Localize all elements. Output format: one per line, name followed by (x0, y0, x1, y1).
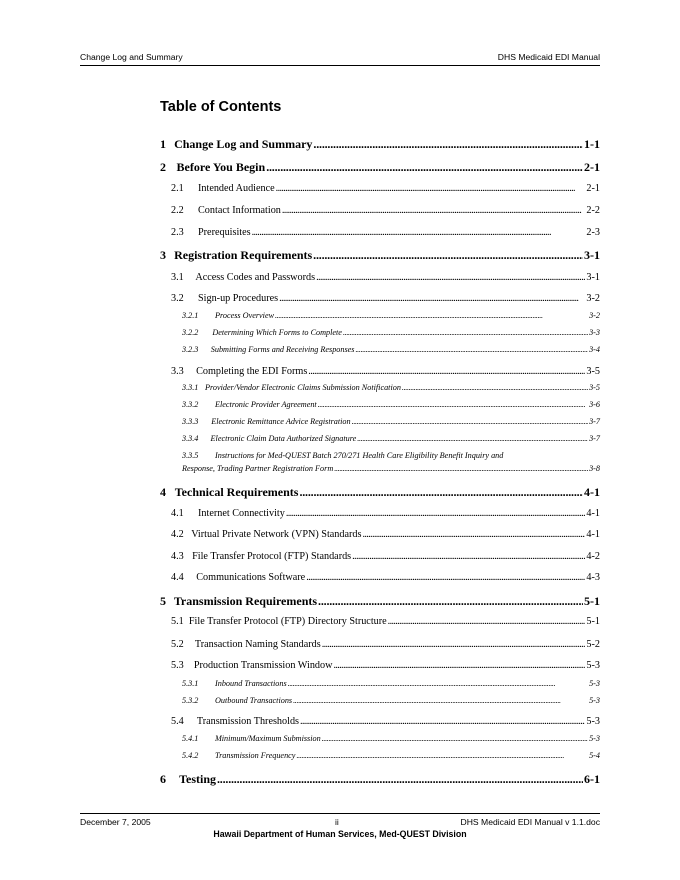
toc-entry-number: 2.3 (171, 227, 184, 238)
toc-entry-text: Electronic Claim Data Authorized Signature (210, 434, 357, 443)
toc-entry-number: 2.1 (171, 183, 184, 194)
dot-leader (286, 508, 586, 519)
toc-entry-number: 3.2.1 (182, 311, 199, 320)
dot-leader (313, 248, 583, 263)
dot-leader (296, 751, 588, 760)
toc-entry-page: 3-4 (589, 345, 600, 354)
dot-leader (252, 227, 586, 238)
dot-leader (343, 328, 588, 337)
toc-entry-number: 1 (160, 137, 166, 151)
toc-entry[interactable] (160, 137, 600, 152)
toc-entry-page: 3-2 (586, 293, 600, 304)
toc-entry-page: 1-1 (584, 137, 600, 151)
toc-entry-number: 5.4 (171, 716, 184, 727)
footer-document-name: DHS Medicaid EDI Manual v 1.1.doc (460, 817, 600, 827)
toc-entry-text: Virtual Private Network (VPN) Standards (191, 529, 362, 540)
toc-entry-number: 3.3.3 (182, 417, 199, 426)
dot-leader (276, 183, 586, 194)
toc-entry[interactable] (182, 464, 600, 473)
toc-entry-text: Completing the EDI Forms (196, 366, 308, 377)
header-section-title: Change Log and Summary (80, 52, 183, 62)
toc-entry-text: Testing (179, 772, 216, 786)
dot-leader (355, 345, 588, 354)
toc-entry-page: 3-2 (589, 311, 600, 320)
toc-entry-text: Technical Requirements (174, 485, 299, 499)
dot-leader (306, 572, 585, 583)
toc-entry[interactable] (171, 639, 600, 650)
toc-entry-text-continued: Response, Trading Partner Registration Form (182, 464, 334, 473)
toc-entry-page: 4-3 (586, 572, 600, 583)
toc-entry-line[interactable] (182, 451, 600, 460)
dot-leader (316, 272, 585, 283)
toc-entry-number: 5.3.1 (182, 679, 199, 688)
toc-entry-page: 2-1 (586, 183, 600, 194)
toc-entry-text: Intended Audience (198, 183, 275, 194)
dot-leader (352, 417, 588, 426)
dot-leader (357, 434, 588, 443)
toc-entry[interactable] (182, 679, 600, 688)
toc-entry-number: 3.3.5 (182, 451, 199, 460)
dot-leader (217, 772, 583, 787)
toc-entry[interactable] (160, 160, 600, 175)
dot-leader (300, 716, 585, 727)
toc-entry-page: 5-3 (586, 660, 600, 671)
toc-entry-page: 3-3 (589, 328, 600, 337)
dot-leader (322, 734, 588, 743)
toc-entry-number: 2 (160, 160, 166, 174)
toc-entry[interactable] (171, 572, 600, 583)
toc-entry-text: Determining Which Forms to Complete (212, 328, 342, 337)
toc-entry-text: Registration Requirements (174, 248, 313, 262)
toc-entry-number: 3.3.4 (182, 434, 199, 443)
toc-entry-number: 5.3 (171, 660, 184, 671)
toc-entry[interactable] (160, 485, 600, 500)
toc-entry-page: 2-1 (584, 160, 600, 174)
toc-entry[interactable] (182, 434, 600, 443)
dot-leader (275, 311, 588, 320)
toc-entry-text: Change Log and Summary (174, 137, 313, 151)
dot-leader (402, 383, 588, 392)
toc-entry-number: 3.3.1 (182, 383, 199, 392)
toc-entry-number: 5.1 (171, 616, 184, 627)
toc-entry-page: 2-2 (586, 205, 600, 216)
toc-entry-text: Electronic Remittance Advice Registration (211, 417, 351, 426)
toc-entry[interactable] (171, 716, 600, 727)
toc-entry[interactable] (171, 529, 600, 540)
toc-entry-page: 6-1 (584, 772, 600, 786)
toc-entry[interactable] (171, 205, 600, 216)
toc-entry-page: 5-1 (584, 594, 600, 608)
dot-leader (266, 160, 583, 175)
toc-entry[interactable] (171, 183, 600, 194)
toc-entry-text: Inbound Transactions (215, 679, 287, 688)
toc-entry-page: 5-2 (586, 639, 600, 650)
toc-entry[interactable] (182, 311, 600, 320)
toc-entry-page: 3-8 (589, 464, 600, 473)
toc-entry[interactable] (182, 734, 600, 743)
toc-entry-text: Internet Connectivity (198, 508, 285, 519)
toc-entry-number: 3.1 (171, 272, 184, 283)
dot-leader (388, 616, 586, 627)
toc-entry-text: Access Codes and Passwords (195, 272, 316, 283)
toc-entry-text: Process Overview (215, 311, 275, 320)
toc-entry-number: 2.2 (171, 205, 184, 216)
dot-leader (362, 529, 585, 540)
toc-entry-number: 4.1 (171, 508, 184, 519)
dot-leader (352, 551, 585, 562)
toc-entry-text: File Transfer Protocol (FTP) Directory Structure (188, 616, 387, 627)
toc-entry-number: 3 (160, 248, 166, 262)
dot-leader (333, 660, 585, 671)
toc-entry-number: 5.4.1 (182, 734, 199, 743)
toc-entry-number: 4.4 (171, 572, 184, 583)
toc-entry-page: 5-4 (589, 751, 600, 760)
footer-date: December 7, 2005 (80, 817, 151, 827)
toc-entry-text: Transmission Thresholds (196, 716, 300, 727)
toc-entry-page: 4-2 (586, 551, 600, 562)
dot-leader (279, 293, 585, 304)
toc-entry-page: 3-7 (589, 417, 600, 426)
toc-entry-number: 5.2 (171, 639, 184, 650)
toc-entry-page: 5-3 (589, 734, 600, 743)
toc-entry-text: Sign-up Procedures (198, 293, 279, 304)
toc-entry-text: Provider/Vendor Electronic Claims Submission Notification (205, 383, 401, 392)
toc-entry-number: 6 (160, 772, 166, 786)
toc-entry-text: Submitting Forms and Receiving Responses (210, 345, 355, 354)
toc-entry-text: Prerequisites (198, 227, 251, 238)
toc-entry-text: Electronic Provider Agreement (215, 400, 317, 409)
toc-entry-number: 4 (160, 485, 166, 499)
toc-entry-number: 3.2.2 (182, 328, 199, 337)
toc-entry[interactable] (160, 772, 600, 787)
toc-entry-page: 5-3 (589, 696, 600, 705)
toc-entry-number: 4.2 (171, 529, 184, 540)
toc-entry[interactable] (160, 594, 600, 609)
toc-entry-text: File Transfer Protocol (FTP) Standards (192, 551, 352, 562)
page-footer (80, 813, 600, 828)
toc-entry-page: 5-1 (586, 616, 600, 627)
toc-entry-page: 3-1 (586, 272, 600, 283)
toc-entry-number: 5.4.2 (182, 751, 199, 760)
toc-entry[interactable] (182, 383, 600, 392)
dot-leader (322, 639, 586, 650)
toc-entry-number: 3.3.2 (182, 400, 199, 409)
toc-entry-page: 4-1 (584, 485, 600, 499)
toc-entry-page: 4-1 (586, 508, 600, 519)
toc-entry-number: 3.3 (171, 366, 184, 377)
toc-entry-text: Instructions for Med-QUEST Batch 270/271 Health Care Eligibility Benefit Inquiry and (215, 451, 504, 460)
toc-entry-text: Minimum/Maximum Submission (214, 734, 321, 743)
dot-leader (299, 485, 583, 500)
toc-entry-number: 5.3.2 (182, 696, 199, 705)
toc-entry-text: Communications Software (196, 572, 306, 583)
toc-entry-page: 5-3 (586, 716, 600, 727)
toc-entry-number: 5 (160, 594, 166, 608)
toc-entry[interactable] (171, 293, 600, 304)
toc-entry[interactable] (182, 696, 600, 705)
toc-entry-page: 3-6 (589, 400, 600, 409)
toc-entry-number: 4.3 (171, 551, 184, 562)
toc-entry-page: 4-1 (586, 529, 600, 540)
dot-leader (334, 464, 588, 473)
dot-leader (318, 400, 588, 409)
toc-entry-page: 2-3 (586, 227, 600, 238)
toc-entry[interactable] (171, 616, 600, 627)
toc-entry[interactable] (182, 400, 600, 409)
toc-title: Table of Contents (160, 99, 282, 115)
toc-entry-page: 3-5 (589, 383, 600, 392)
toc-entry-text: Contact Information (198, 205, 281, 216)
dot-leader (318, 594, 583, 609)
toc-entry-page: 3-5 (586, 366, 600, 377)
toc-entry[interactable] (171, 272, 600, 283)
footer-organization: Hawaii Department of Human Services, Med-QUEST Division (213, 829, 467, 839)
toc-entry-number: 3.2.3 (182, 345, 199, 354)
toc-entry-page: 3-7 (589, 434, 600, 443)
toc-entry[interactable] (182, 328, 600, 337)
toc-entry[interactable] (171, 660, 600, 671)
toc-entry-text: Transaction Naming Standards (194, 639, 321, 650)
toc-entry-page: 3-1 (584, 248, 600, 262)
toc-entry-text: Before You Begin (176, 160, 266, 174)
dot-leader (293, 696, 588, 705)
dot-leader (288, 679, 588, 688)
toc-entry[interactable] (171, 366, 600, 377)
toc-entry[interactable] (171, 508, 600, 519)
footer-page-number: ii (335, 817, 339, 827)
toc-entry-text: Transmission Requirements (173, 594, 318, 608)
toc-entry-text: Production Transmission Window (193, 660, 333, 671)
dot-leader (282, 205, 586, 216)
toc-entry-page: 5-3 (589, 679, 600, 688)
toc-entry-number: 3.2 (171, 293, 184, 304)
dot-leader (313, 137, 583, 152)
toc-entry-text: Outbound Transactions (215, 696, 293, 705)
toc-entry[interactable] (182, 345, 600, 354)
toc-entry[interactable] (160, 248, 600, 263)
toc-entry[interactable] (182, 417, 600, 426)
toc-entry[interactable] (171, 551, 600, 562)
header-manual-title: DHS Medicaid EDI Manual (497, 52, 600, 62)
toc-entry[interactable] (171, 227, 600, 238)
dot-leader (308, 366, 585, 377)
toc-entry-text: Transmission Frequency (215, 751, 296, 760)
toc-entry[interactable] (182, 751, 600, 760)
